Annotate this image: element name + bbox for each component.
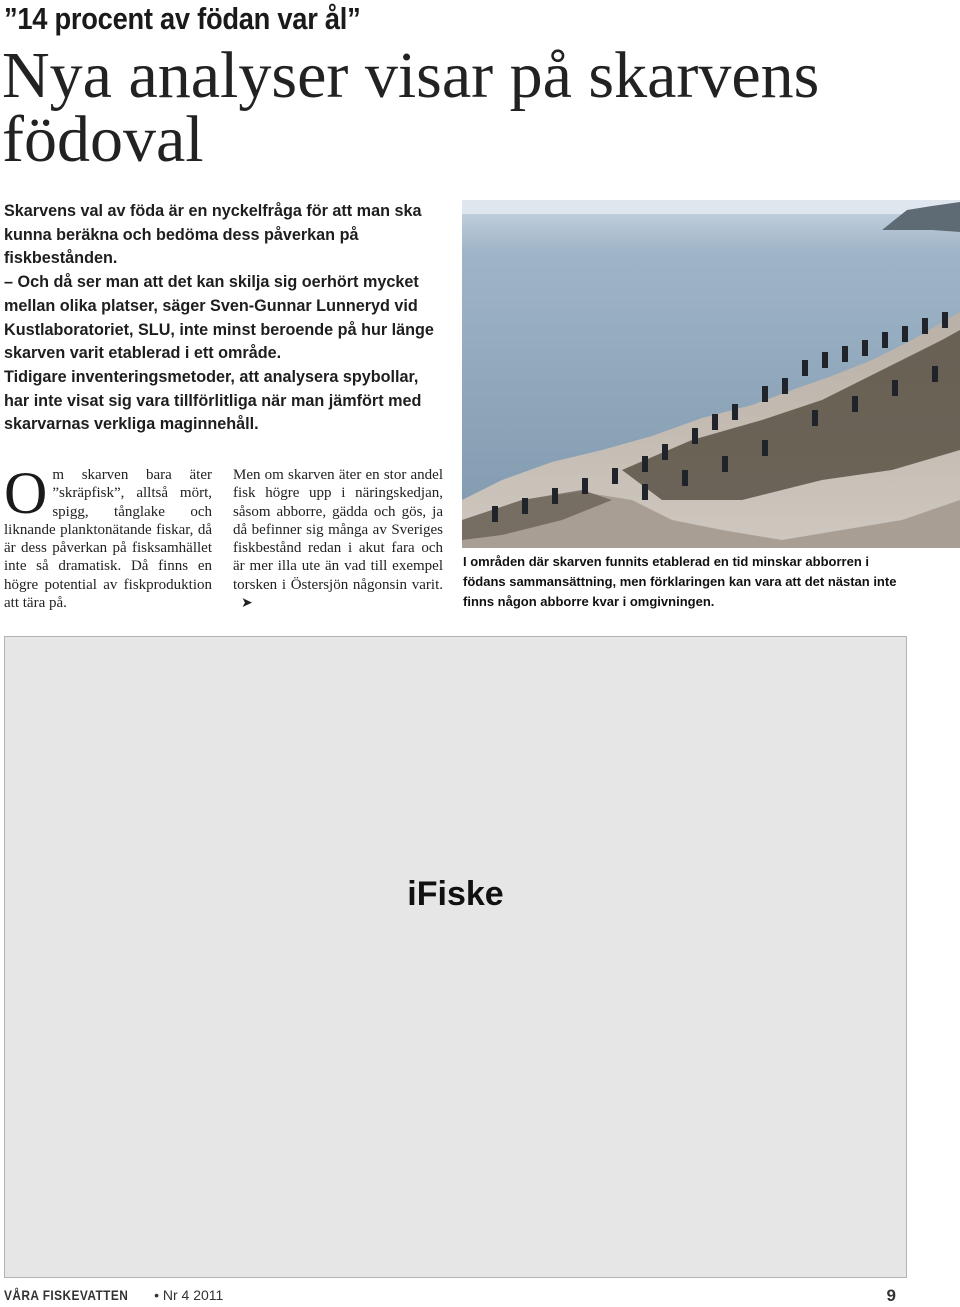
page-number: 9 bbox=[886, 1286, 896, 1305]
article-headline: Nya analyser visar på skarvens födoval bbox=[2, 39, 820, 176]
body-text: Men om skarven äter en stor andel fisk högre upp i näringskedjan, såsom abborre, gädda och gös, ja då befinner sig många av Sveriges fiskbestånd redan i akut fara och är mer illa ute än vad till exempel torsken i Östersjön någonsin varit. bbox=[233, 467, 443, 593]
footer-separator: • bbox=[154, 1287, 163, 1303]
advertisement-box[interactable] bbox=[4, 636, 907, 1278]
drop-cap: O bbox=[4, 460, 48, 526]
ingress-paragraph: Skarvens val av föda är en nyckelfråga för att man ska kunna beräkna och bedöma dess påverkan på fiskbestånden. bbox=[4, 202, 422, 268]
body-column-2 bbox=[233, 466, 443, 612]
advertisement-label: iFiske bbox=[407, 875, 504, 913]
article-ingress bbox=[4, 200, 440, 437]
issue-number: Nr 4 2011 bbox=[162, 1287, 224, 1303]
continue-arrow-icon: ➤ bbox=[241, 595, 253, 612]
ingress-paragraph: Tidigare inventeringsmetoder, att analysera spybollar, har inte visat sig vara tillförlitliga när man jämfört med skarvarnas verkliga maginnehåll. bbox=[4, 367, 422, 434]
photo-caption: I områden där skarven funnits etablerad en tid minskar abborren i födans sammansättning, men förklaringen kan vara att det nästan inte finns någon abborre kvar i omgivningen. bbox=[463, 554, 897, 609]
body-text: m skarven bara äter ”skräpfisk”, alltså mört, spigg, tånglake och liknande planktonätande fiskar, då är dess påverkan på fisksamhället inte så dramatisk. Då finns en högre potential av fiskproduktion att tära på. bbox=[4, 467, 212, 612]
ingress-paragraph: – Och då ser man att det kan skilja sig oerhört mycket mellan olika platser, säger Sven-Gunnar Lunneryd vid Kustlaboratoriet, SLU, inte minst beroende på hur länge skarven varit etablerad i ett område. bbox=[4, 273, 434, 363]
footer-magazine-info bbox=[4, 1287, 223, 1303]
article-kicker: ”14 procent av födan var ål” bbox=[4, 1, 361, 36]
cormorant-colony-photo bbox=[462, 200, 960, 548]
body-column-1 bbox=[4, 460, 212, 612]
magazine-name: VÅRA FISKEVATTEN bbox=[4, 1287, 129, 1303]
